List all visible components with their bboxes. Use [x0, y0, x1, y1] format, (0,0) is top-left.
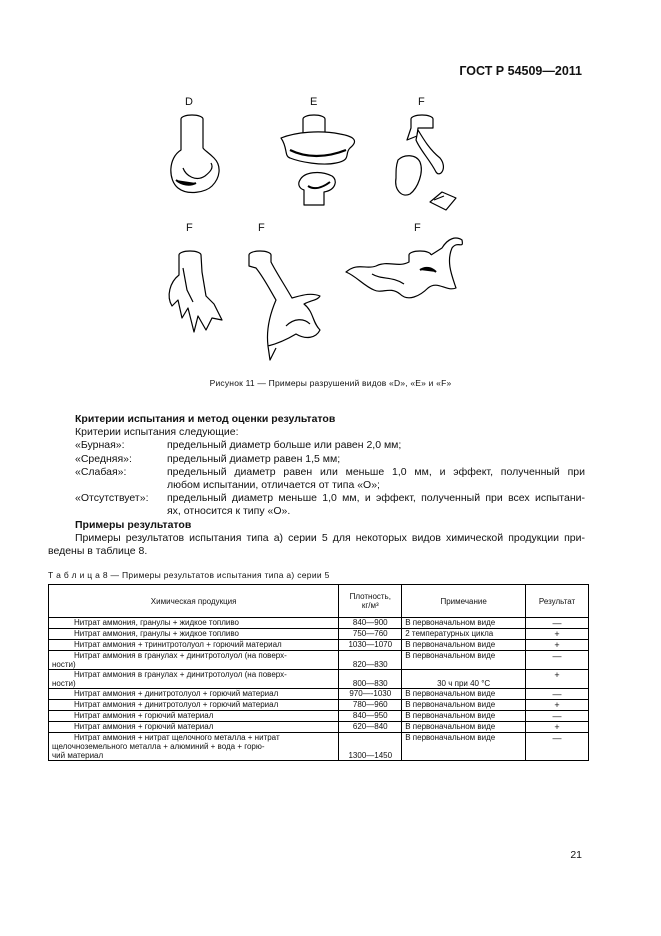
- criteria-description-continued: любом испытании, отличается от типа «О»;: [167, 478, 380, 491]
- density-cell: 780—960: [339, 700, 402, 711]
- density-cell: 970—-1030: [339, 689, 402, 700]
- result-cell: —: [526, 711, 589, 722]
- result-cell: —: [526, 651, 589, 670]
- criteria-term: «Слабая»:: [75, 465, 127, 478]
- table-row: [49, 689, 589, 700]
- criteria-term: «Отсутствует»:: [75, 492, 149, 505]
- criteria-item: [75, 492, 585, 505]
- result-cell: +: [526, 722, 589, 733]
- column-header-note: Примечание: [402, 585, 526, 618]
- criteria-description: предельный диаметр равен или меньше 1,0 мм, и эффект, полученный при: [167, 465, 585, 478]
- product-cell: Нитрат аммония + нитрат щелочного металла + нитрат щелочноземельного металла + алюминий + вода + горю- чий материал: [49, 733, 339, 761]
- note-cell: В первоначальном виде: [402, 722, 526, 733]
- criteria-description: предельный диаметр меньше 1,0 мм, и эффект, полученный при всех испытани-: [167, 492, 585, 505]
- note-cell: В первоначальном виде: [402, 711, 526, 722]
- result-cell: +: [526, 640, 589, 651]
- criteria-description: предельный диаметр больше или равен 2,0 мм;: [167, 439, 402, 452]
- note-cell: 2 температурных цикла: [402, 629, 526, 640]
- figure-label-f: F: [418, 96, 425, 108]
- examples-text-continued: ведены в таблице 8.: [48, 545, 148, 557]
- tube-f-drawing: [396, 115, 456, 210]
- column-header-density: Плотность, кг/м³: [339, 585, 402, 618]
- note-cell: В первоначальном виде: [402, 651, 526, 670]
- density-cell: 620—840: [339, 722, 402, 733]
- figure-label-f: F: [414, 222, 421, 234]
- criteria-description: предельный диаметр равен 1,5 мм;: [167, 452, 341, 465]
- figure-label-e: E: [310, 96, 318, 108]
- density-cell: 750—760: [339, 629, 402, 640]
- criteria-term: «Средняя»:: [75, 452, 132, 465]
- product-cell: Нитрат аммония + тринитротолуол + горючий материал: [49, 640, 339, 651]
- tube-f-drawing: [169, 251, 222, 332]
- tube-e-drawing: [281, 115, 355, 205]
- criteria-heading: Критерии испытания и метод оценки результатов: [75, 413, 336, 425]
- figure-label-f: F: [186, 222, 193, 234]
- column-header-product: Химическая продукция: [49, 585, 339, 618]
- product-cell: Нитрат аммония, гранулы + жидкое топливо: [49, 618, 339, 629]
- criteria-item: [75, 466, 585, 479]
- results-table: [48, 584, 589, 761]
- figure-caption: Рисунок 11 — Примеры разрушений видов «D», «E» и «F»: [209, 378, 452, 388]
- criteria-intro: Критерии испытания следующие:: [75, 426, 239, 439]
- criteria-section: [75, 413, 585, 545]
- density-cell: 840—900: [339, 618, 402, 629]
- examples-text: Примеры результатов испытания типа а) серии 5 для некоторых видов химической продукции при-: [75, 531, 585, 544]
- product-cell: Нитрат аммония + горючий материал: [49, 711, 339, 722]
- result-cell: +: [526, 700, 589, 711]
- column-header-result: Результат: [526, 585, 589, 618]
- table-caption: Т а б л и ц а 8 — Примеры результатов испытания типа а) серии 5: [48, 570, 330, 580]
- product-cell: Нитрат аммония + динитротолуол + горючий материал: [49, 689, 339, 700]
- tube-d-drawing: [171, 115, 219, 192]
- product-cell: Нитрат аммония + горючий материал: [49, 722, 339, 733]
- result-cell: +: [526, 629, 589, 640]
- note-cell: 30 ч при 40 °С: [402, 670, 526, 689]
- criteria-item: [75, 439, 585, 452]
- note-cell: В первоначальном виде: [402, 618, 526, 629]
- document-number: ГОСТ Р 54509—2011: [459, 64, 582, 78]
- result-cell: +: [526, 670, 589, 689]
- table-header-row: [49, 585, 589, 618]
- product-cell: Нитрат аммония + динитротолуол + горючий материал: [49, 700, 339, 711]
- product-cell: Нитрат аммония в гранулах + динитротолуол (на поверх- ности): [49, 670, 339, 689]
- density-cell: 840—950: [339, 711, 402, 722]
- criteria-description-continued: ях, относится к типу «О».: [167, 505, 291, 518]
- product-cell: Нитрат аммония, гранулы + жидкое топливо: [49, 629, 339, 640]
- criteria-item-continued: [75, 479, 585, 492]
- tube-f-drawing: [346, 238, 462, 298]
- density-cell: 1030—1070: [339, 640, 402, 651]
- density-cell: 820—830: [339, 651, 402, 670]
- result-cell: —: [526, 733, 589, 761]
- table-row: [49, 640, 589, 651]
- result-cell: —: [526, 689, 589, 700]
- table-row: [49, 670, 589, 689]
- note-cell: В первоначальном виде: [402, 733, 526, 761]
- note-cell: В первоначальном виде: [402, 640, 526, 651]
- table-row: [49, 700, 589, 711]
- table-row: [49, 651, 589, 670]
- page-number: 21: [570, 849, 582, 861]
- note-cell: В первоначальном виде: [402, 700, 526, 711]
- density-cell: 800—830: [339, 670, 402, 689]
- criteria-item: [75, 453, 585, 466]
- criteria-item-continued: [75, 505, 585, 518]
- product-cell: Нитрат аммония в гранулах + динитротолуол (на поверх- ности): [49, 651, 339, 670]
- fragmentation-figure: [0, 0, 661, 380]
- density-cell: 1300—1450: [339, 733, 402, 761]
- table-row: [49, 711, 589, 722]
- table-row: [49, 629, 589, 640]
- table-row: [49, 733, 589, 761]
- figure-label-d: D: [185, 96, 193, 108]
- tube-f-drawing: [249, 251, 320, 360]
- note-cell: В первоначальном виде: [402, 689, 526, 700]
- criteria-term: «Бурная»:: [75, 439, 125, 452]
- figure-label-f: F: [258, 222, 265, 234]
- table-row: [49, 618, 589, 629]
- examples-heading: Примеры результатов: [75, 518, 192, 531]
- result-cell: —: [526, 618, 589, 629]
- table-row: [49, 722, 589, 733]
